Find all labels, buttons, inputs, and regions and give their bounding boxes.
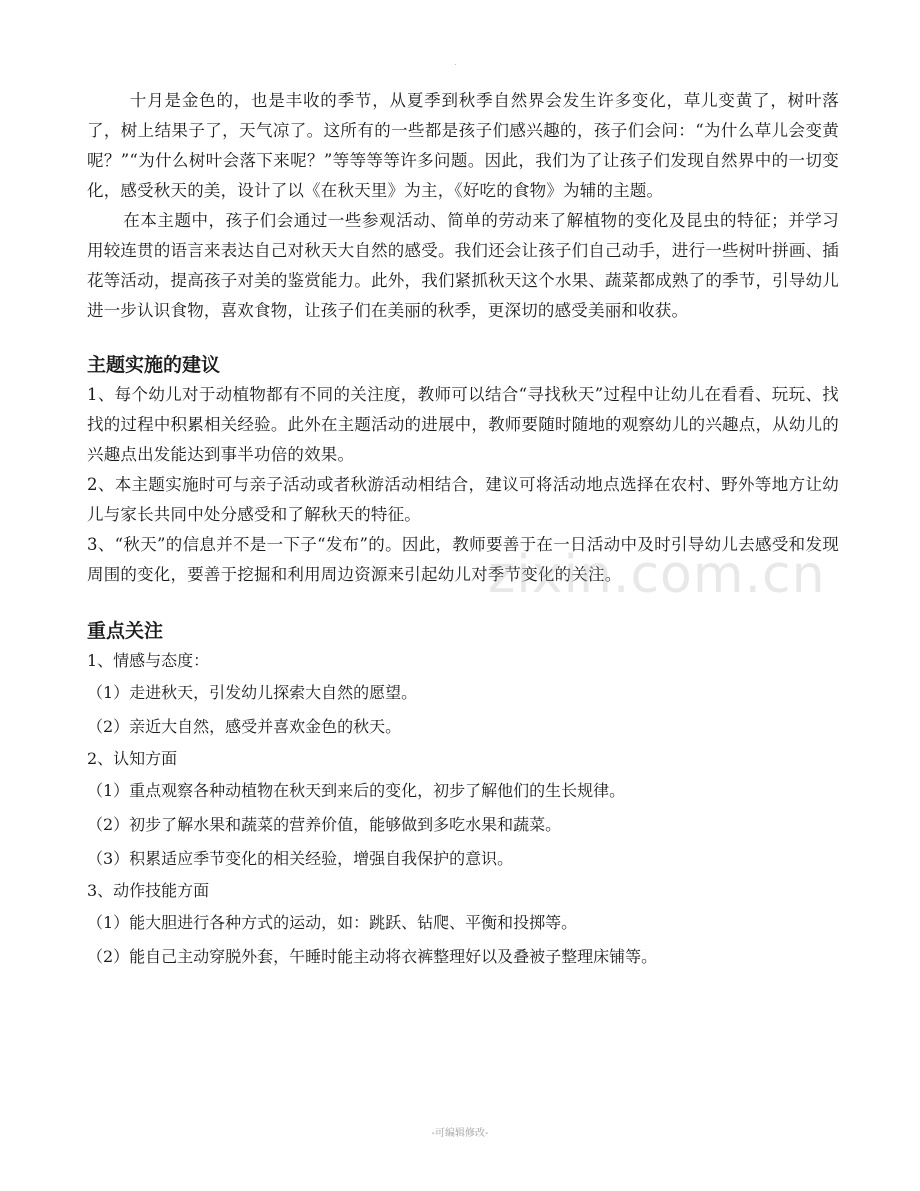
focus-item: （1）重点观察各种动植物在秋天到来后的变化，初步了解他们的生长规律。 bbox=[87, 781, 626, 800]
focus-item: （3）积累适应季节变化的相关经验，增强自我保护的意识。 bbox=[87, 849, 514, 868]
focus-item: （2）能自己主动穿脱外套，午睡时能主动将衣裤整理好以及叠被子整理床铺等。 bbox=[87, 947, 658, 966]
intro-paragraph-2: 在本主题中，孩子们会通过一些参观活动、简单的劳动来了解植物的变化及昆虫的特征；并学习用较连贯的语言来表达自己对秋天大自然的感受。我们还会让孩子们自己动手，进行一些树叶拼画、插花等活动，提高孩子对美的鉴赏能力。此外，我们紧抓秋天这个水果、蔬菜都成熟了的季节，引导幼儿进一步认识食物，喜欢食物，让孩子们在美丽的秋季，更深切的感受美丽和收获。 bbox=[87, 211, 839, 320]
focus-item: （2）亲近大自然，感受并喜欢金色的秋天。 bbox=[87, 717, 402, 736]
watermark: zixin.com.cn bbox=[488, 545, 826, 605]
top-mark: . bbox=[454, 58, 457, 68]
focus-item: （1）走进秋天，引发幼儿探索大自然的愿望。 bbox=[87, 683, 418, 702]
section-title-focus: 重点关注 bbox=[87, 620, 164, 642]
focus-group-label-cognition: 2、认知方面 bbox=[87, 749, 178, 768]
document-body bbox=[87, 86, 839, 974]
suggestion-item-1: 1、每个幼儿对于动植物都有不同的关注度，教师可以结合“寻找秋天”过程中让幼儿在看看、玩玩、找找的过程中积累相关经验。此外在主题活动的进展中，教师要随时随地的观察幼儿的兴趣点，从幼儿的兴趣点出发能达到事半功倍的效果。 bbox=[87, 385, 839, 464]
suggestion-item-3: 3、“秋天”的信息并不是一下子“发布”的。因此，教师要善于在一日活动中及时引导幼儿去感受和发现周围的变化，要善于挖掘和利用周边资源来引起幼儿对季节变化的关注。 bbox=[87, 535, 839, 584]
focus-group-label-emotion: 1、情感与态度： bbox=[87, 651, 210, 670]
section-title-suggestions: 主题实施的建议 bbox=[87, 354, 221, 376]
focus-item: （2）初步了解水果和蔬菜的营养价值，能够做到多吃水果和蔬菜。 bbox=[87, 815, 562, 834]
focus-item: （1）能大胆进行各种方式的运动，如：跳跃、钻爬、平衡和投掷等。 bbox=[87, 913, 578, 932]
intro-paragraph-1: 十月是金色的，也是丰收的季节，从夏季到秋季自然界会发生许多变化，草儿变黄了，树叶落了，树上结果子了，天气凉了。这所有的一些都是孩子们感兴趣的，孩子们会问：“为什么草儿会变黄呢？”“为什么树叶会落下来呢？”等等等等许多问题。因此，我们为了让孩子们发现自然界中的一切变化，感受秋天的美，设计了以《在秋天里》为主，《好吃的食物》为辅的主题。 bbox=[87, 91, 839, 200]
suggestion-item-2: 2、本主题实施时可与亲子活动或者秋游活动相结合，建议可将活动地点选择在农村、野外等地方让幼儿与家长共同中处分感受和了解秋天的特征。 bbox=[87, 475, 839, 524]
focus-group-label-motor: 3、动作技能方面 bbox=[87, 881, 210, 900]
page-footer: -可编辑修改- bbox=[431, 1128, 489, 1139]
